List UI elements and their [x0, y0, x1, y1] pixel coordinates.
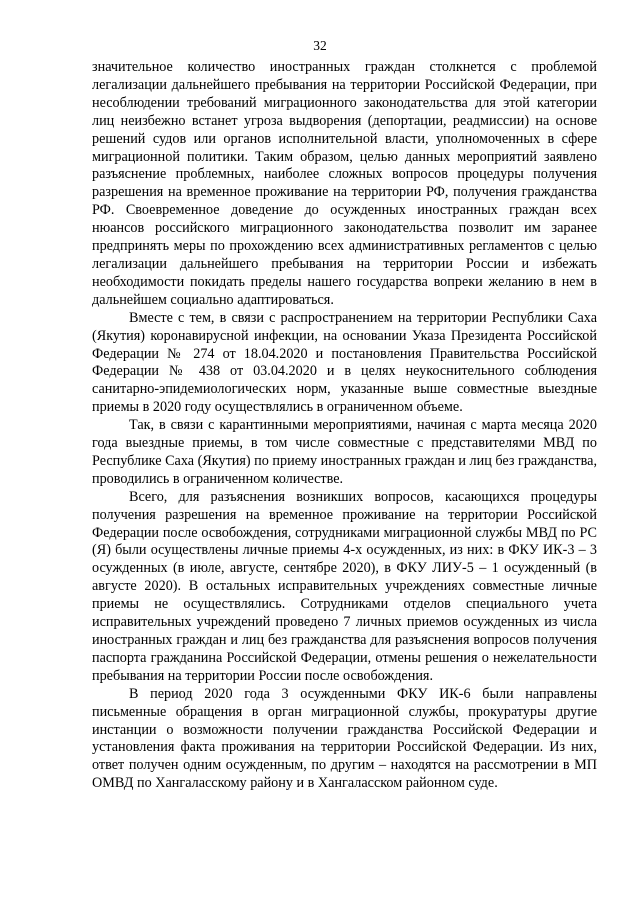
paragraph-personal-receptions: Всего, для разъяснения возникших вопросов, касающихся процедуры получения разрешения на временное проживание на территории Российской Федерации после освобождения, сотрудниками миграционной службы МВД по РС (Я) были осуществлены личные приемы 4-х осужденных, из них: в ФКУ ИК-3 – 3 осужденных (в июле, августе, сентябре 2020), в ФКУ ЛИУ-5 – 1 осужденный (в августе 2020). В остальных исправительных учреждениях совместные личные приемы не осуществлялись. Сотрудниками отделов специального учета исправительных учреждений проведено 7 личных приемов осужденных из числа иностранных граждан и лиц без гражданства для разъяснения вопросов получения паспорта гражданина Российской Федерации, отмены решения о нежелательности пребывания на территории России после освобождения.	[92, 488, 597, 684]
paragraph-quarantine-receptions: Так, в связи с карантинными мероприятиями, начиная с марта месяца 2020 года выездные приемы, в том числе совместные с представителями МВД по Республике Саха (Якутия) по приему иностранных граждан и лиц без гражданства, проводились в ограниченном количестве.	[92, 417, 597, 487]
paragraph-written-appeals: В период 2020 года 3 осужденными ФКУ ИК-6 были направлены письменные обращения в орган миграционной службы, прокуратуры другие инстанции о возможности получении гражданства Российской Федерации и установления факта проживания на территории Российской Федерации. Из них, ответ получен одним осужденным, по другим – находятся на рассмотрении в МП ОМВД по Хангаласскому району и в Хангаласском районном суде.	[92, 685, 597, 792]
paragraph-covid-restrictions: Вместе с тем, в связи с распространением на территории Республики Саха (Якутия) коронавирусной инфекции, на основании Указа Президента Российской Федерации № 274 от 18.04.2020 и постановления Правительства Российской Федерации № 438 от 03.04.2020 и в целях неукоснительного соблюдения санитарно-эпидемиологических норм, указанные выше совместные выездные приемы в 2020 году осуществлялись в ограниченном объеме.	[92, 309, 597, 416]
document-body	[92, 59, 597, 793]
paragraph-continuation: значительное количество иностранных граждан столкнется с проблемой легализации дальнейшего пребывания на территории Российской Федерации, при несоблюдении требований миграционного законодательства для этой категории лиц неизбежно встанет угроза выдворения (депортации, реадмиссии) на основе решений судов или органов исполнительной власти, уполномоченных в сфере миграционной политики. Таким образом, целью данных мероприятий заявлено разъяснение проблемных, наиболее сложных вопросов процедуры получения разрешения на временное проживание на территории РФ, получения гражданства РФ. Своевременное доведение до осужденных иностранных граждан всех нюансов российского миграционного законодательства позволит им заранее предпринять меры по прохождению всех административных регламентов с целью легализации дальнейшего пребывания на территории России и избежать необходимости покидать пределы нашего государства вопреки желанию в нем в дальнейшем социально адаптироваться.	[92, 59, 597, 308]
page-number: 32	[313, 38, 327, 53]
